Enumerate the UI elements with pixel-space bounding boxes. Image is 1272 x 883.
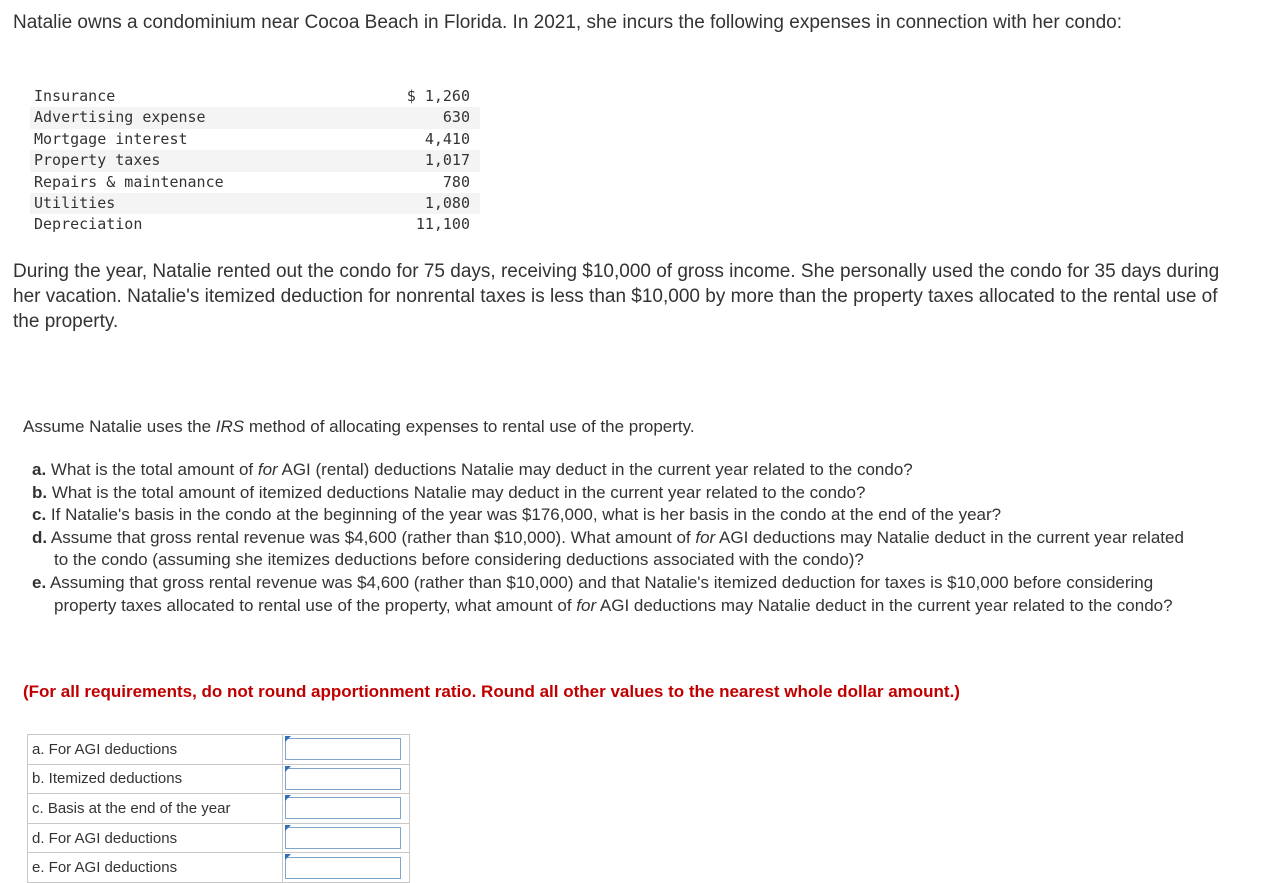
answer-label: b. Itemized deductions [28, 764, 283, 794]
answer-row [28, 764, 410, 794]
expense-amount: 780 [442, 172, 470, 191]
question-letter: d. [32, 527, 48, 547]
answer-cell [283, 853, 410, 883]
assumption-text-after: method of allocating expenses to rental use of the property. [244, 417, 695, 436]
question-text: AGI (rental) deductions Natalie may deduct in the current year related to the condo? [277, 460, 913, 479]
answer-label: e. For AGI deductions [28, 853, 283, 883]
expense-label: Advertising expense [30, 107, 352, 128]
answer-table [27, 734, 410, 883]
answer-row [28, 853, 410, 883]
question-text: If Natalie's basis in the condo at the beginning of the year was $176,000, what is her basis in the condo at the end of the year? [46, 505, 1002, 525]
expense-label: Mortgage interest [34, 129, 188, 148]
question-letter: a. [32, 460, 47, 479]
question-c [32, 504, 1192, 527]
answer-cell [283, 764, 410, 794]
table-row [30, 86, 480, 107]
answer-cell [283, 794, 410, 824]
rental-paragraph: During the year, Natalie rented out the condo for 75 days, receiving $10,000 of gross income. She personally used the condo for 35 days during her vacation. Natalie's itemized deduction for nonrental taxes is less than $10,000 by more than the property taxes allocated to the rental use of the property. [13, 261, 1220, 332]
assumption-method: IRS [215, 417, 245, 436]
answer-cell [283, 823, 410, 853]
answer-row [28, 794, 410, 824]
entry-marker-icon [285, 825, 291, 831]
table-row [30, 172, 480, 193]
expense-label: Depreciation [34, 215, 143, 234]
answer-row [28, 823, 410, 853]
answer-row [28, 735, 410, 765]
answer-cell [283, 735, 410, 765]
question-text: What is the total amount of itemized deductions Natalie may deduct in the current year related to the condo? [47, 482, 866, 502]
expense-table [30, 86, 480, 236]
expense-label: Property taxes [30, 150, 352, 171]
question-letter: b. [32, 482, 48, 502]
question-text: AGI deductions may Natalie deduct in the current year related to the condo? [596, 595, 1173, 615]
table-row [30, 214, 480, 235]
expense-amount: 1,017 [352, 150, 480, 171]
expense-amount: 1,080 [352, 193, 480, 214]
expense-amount: 630 [352, 107, 480, 128]
expense-label: Insurance [34, 87, 116, 105]
entry-marker-icon [285, 854, 291, 860]
question-d [32, 527, 1192, 572]
entry-marker-icon [285, 736, 291, 742]
rounding-note: (For all requirements, do not round apportionment ratio. Round all other values to the nearest whole dollar amount.) [23, 682, 960, 701]
answer-input-d[interactable] [285, 827, 401, 849]
question-b [32, 482, 1192, 505]
question-list [32, 459, 1192, 617]
entry-marker-icon [285, 795, 291, 801]
answer-label: d. For AGI deductions [28, 823, 283, 853]
answer-input-b[interactable] [285, 768, 401, 790]
assumption-line [23, 415, 695, 439]
answer-input-e[interactable] [285, 857, 401, 879]
expense-amount: 11,100 [415, 215, 470, 234]
expense-label: Utilities [30, 193, 352, 214]
assumption-text-before: Assume Natalie uses the [23, 417, 216, 436]
question-text: Assuming that gross rental revenue was $4,600 (rather than $10,000) and that Natalie's itemized deduction for taxes is $10,000 before considering property taxes allocated to rental use of the property, what amount of [46, 572, 1154, 615]
answer-label: c. Basis at the end of the year [28, 794, 283, 824]
table-row [30, 150, 480, 171]
intro-paragraph: Natalie owns a condominium near Cocoa Beach in Florida. In 2021, she incurs the following expenses in connection with her condo: [13, 12, 1122, 33]
question-italic: for [576, 595, 597, 615]
expense-amount: 4,410 [424, 129, 470, 148]
question-italic: for [695, 527, 716, 547]
question-text: Assume that gross rental revenue was $4,600 (rather than $10,000). What amount of [47, 527, 696, 547]
entry-marker-icon [285, 766, 291, 772]
question-a [32, 459, 1192, 482]
question-italic: for [257, 460, 278, 479]
table-row [30, 129, 480, 150]
question-text: AGI deductions may Natalie deduct in the current year related to the condo (assuming she itemizes deductions before considering deductions associated with the condo)? [54, 527, 1184, 570]
answer-input-a[interactable] [285, 738, 401, 760]
answer-label: a. For AGI deductions [28, 735, 283, 765]
table-row [30, 193, 480, 214]
expense-label: Repairs & maintenance [34, 172, 224, 191]
question-text: What is the total amount of [46, 460, 258, 479]
answer-input-c[interactable] [285, 797, 401, 819]
table-row [30, 107, 480, 128]
question-e [32, 572, 1192, 617]
question-letter: e. [32, 572, 47, 592]
question-letter: c. [32, 505, 47, 525]
expense-amount: $ 1,260 [406, 87, 470, 105]
